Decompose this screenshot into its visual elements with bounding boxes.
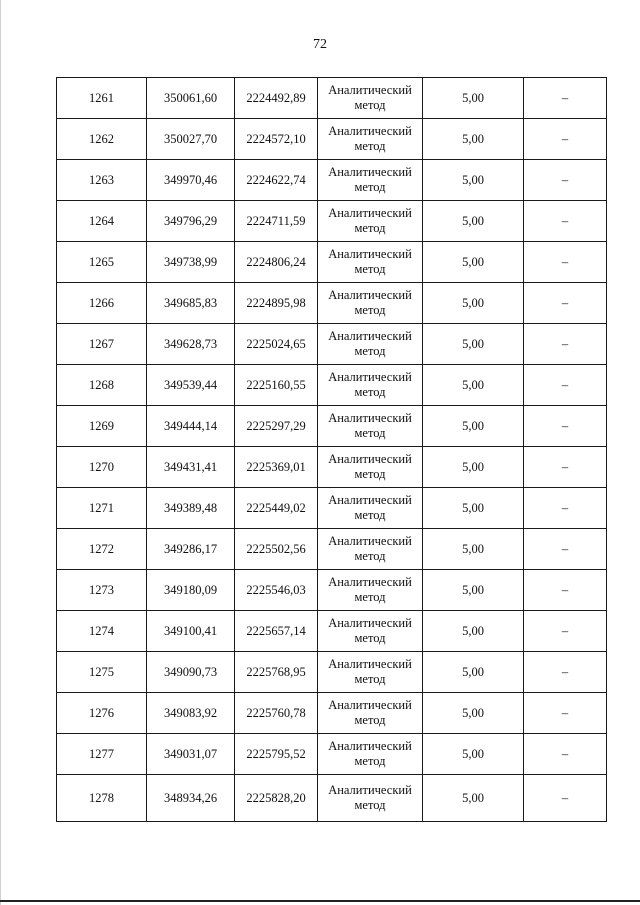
x-coordinate-cell: 349100,41 (147, 611, 235, 652)
table-row (57, 611, 607, 652)
point-number-cell: 1271 (57, 488, 147, 529)
x-coordinate-cell: 348934,26 (147, 775, 235, 822)
x-coordinate-cell: 349539,44 (147, 365, 235, 406)
x-coordinate-cell: 349389,48 (147, 488, 235, 529)
x-coordinate-cell: 350027,70 (147, 119, 235, 160)
note-cell: – (524, 488, 607, 529)
method-cell: Аналитический метод (318, 160, 423, 201)
accuracy-cell: 5,00 (423, 693, 524, 734)
point-number-cell: 1264 (57, 201, 147, 242)
accuracy-cell: 5,00 (423, 160, 524, 201)
table-row (57, 488, 607, 529)
x-coordinate-cell: 349738,99 (147, 242, 235, 283)
y-coordinate-cell: 2225160,55 (235, 365, 318, 406)
method-cell: Аналитический метод (318, 447, 423, 488)
y-coordinate-cell: 2225760,78 (235, 693, 318, 734)
y-coordinate-cell: 2224572,10 (235, 119, 318, 160)
y-coordinate-cell: 2224492,89 (235, 78, 318, 119)
accuracy-cell: 5,00 (423, 365, 524, 406)
x-coordinate-cell: 349431,41 (147, 447, 235, 488)
page-number: 72 (313, 37, 327, 52)
x-coordinate-cell: 349180,09 (147, 570, 235, 611)
table-row (57, 283, 607, 324)
method-cell: Аналитический метод (318, 324, 423, 365)
table-row (57, 119, 607, 160)
table-row (57, 775, 607, 822)
method-cell: Аналитический метод (318, 488, 423, 529)
note-cell: – (524, 324, 607, 365)
table-row (57, 365, 607, 406)
method-cell: Аналитический метод (318, 693, 423, 734)
note-cell: – (524, 242, 607, 283)
note-cell: – (524, 529, 607, 570)
point-number-cell: 1269 (57, 406, 147, 447)
x-coordinate-cell: 349685,83 (147, 283, 235, 324)
method-cell: Аналитический метод (318, 78, 423, 119)
point-number-cell: 1265 (57, 242, 147, 283)
y-coordinate-cell: 2225546,03 (235, 570, 318, 611)
point-number-cell: 1263 (57, 160, 147, 201)
note-cell: – (524, 119, 607, 160)
x-coordinate-cell: 349970,46 (147, 160, 235, 201)
accuracy-cell: 5,00 (423, 734, 524, 775)
x-coordinate-cell: 349031,07 (147, 734, 235, 775)
point-number-cell: 1278 (57, 775, 147, 822)
scan-bottom-line (0, 900, 640, 902)
y-coordinate-cell: 2225369,01 (235, 447, 318, 488)
x-coordinate-cell: 349796,29 (147, 201, 235, 242)
method-cell: Аналитический метод (318, 529, 423, 570)
y-coordinate-cell: 2225828,20 (235, 775, 318, 822)
y-coordinate-cell: 2224622,74 (235, 160, 318, 201)
table-row (57, 693, 607, 734)
table-row (57, 447, 607, 488)
accuracy-cell: 5,00 (423, 119, 524, 160)
note-cell: – (524, 447, 607, 488)
table-row (57, 160, 607, 201)
accuracy-cell: 5,00 (423, 652, 524, 693)
scan-edge-line (0, 0, 1, 905)
y-coordinate-cell: 2225795,52 (235, 734, 318, 775)
method-cell: Аналитический метод (318, 242, 423, 283)
note-cell: – (524, 652, 607, 693)
method-cell: Аналитический метод (318, 365, 423, 406)
accuracy-cell: 5,00 (423, 283, 524, 324)
accuracy-cell: 5,00 (423, 324, 524, 365)
table-row (57, 570, 607, 611)
accuracy-cell: 5,00 (423, 201, 524, 242)
coordinates-table-body (57, 78, 607, 822)
x-coordinate-cell: 349628,73 (147, 324, 235, 365)
point-number-cell: 1274 (57, 611, 147, 652)
method-cell: Аналитический метод (318, 652, 423, 693)
point-number-cell: 1277 (57, 734, 147, 775)
accuracy-cell: 5,00 (423, 242, 524, 283)
point-number-cell: 1276 (57, 693, 147, 734)
x-coordinate-cell: 349090,73 (147, 652, 235, 693)
point-number-cell: 1270 (57, 447, 147, 488)
note-cell: – (524, 611, 607, 652)
note-cell: – (524, 406, 607, 447)
accuracy-cell: 5,00 (423, 488, 524, 529)
table-row (57, 78, 607, 119)
x-coordinate-cell: 350061,60 (147, 78, 235, 119)
y-coordinate-cell: 2224711,59 (235, 201, 318, 242)
point-number-cell: 1266 (57, 283, 147, 324)
y-coordinate-cell: 2224806,24 (235, 242, 318, 283)
y-coordinate-cell: 2225449,02 (235, 488, 318, 529)
method-cell: Аналитический метод (318, 611, 423, 652)
note-cell: – (524, 570, 607, 611)
table-row (57, 652, 607, 693)
accuracy-cell: 5,00 (423, 78, 524, 119)
note-cell: – (524, 160, 607, 201)
method-cell: Аналитический метод (318, 283, 423, 324)
table-row (57, 324, 607, 365)
method-cell: Аналитический метод (318, 775, 423, 822)
point-number-cell: 1268 (57, 365, 147, 406)
accuracy-cell: 5,00 (423, 611, 524, 652)
table-row (57, 406, 607, 447)
note-cell: – (524, 78, 607, 119)
table-row (57, 734, 607, 775)
point-number-cell: 1262 (57, 119, 147, 160)
x-coordinate-cell: 349444,14 (147, 406, 235, 447)
point-number-cell: 1275 (57, 652, 147, 693)
accuracy-cell: 5,00 (423, 406, 524, 447)
point-number-cell: 1272 (57, 529, 147, 570)
note-cell: – (524, 734, 607, 775)
accuracy-cell: 5,00 (423, 775, 524, 822)
accuracy-cell: 5,00 (423, 570, 524, 611)
y-coordinate-cell: 2225657,14 (235, 611, 318, 652)
note-cell: – (524, 365, 607, 406)
accuracy-cell: 5,00 (423, 447, 524, 488)
point-number-cell: 1267 (57, 324, 147, 365)
note-cell: – (524, 693, 607, 734)
point-number-cell: 1273 (57, 570, 147, 611)
method-cell: Аналитический метод (318, 201, 423, 242)
table-row (57, 242, 607, 283)
table-row (57, 529, 607, 570)
coordinates-table (56, 77, 607, 822)
note-cell: – (524, 201, 607, 242)
x-coordinate-cell: 349083,92 (147, 693, 235, 734)
method-cell: Аналитический метод (318, 570, 423, 611)
y-coordinate-cell: 2225297,29 (235, 406, 318, 447)
y-coordinate-cell: 2225024,65 (235, 324, 318, 365)
y-coordinate-cell: 2224895,98 (235, 283, 318, 324)
note-cell: – (524, 283, 607, 324)
method-cell: Аналитический метод (318, 734, 423, 775)
y-coordinate-cell: 2225502,56 (235, 529, 318, 570)
y-coordinate-cell: 2225768,95 (235, 652, 318, 693)
method-cell: Аналитический метод (318, 406, 423, 447)
method-cell: Аналитический метод (318, 119, 423, 160)
note-cell: – (524, 775, 607, 822)
accuracy-cell: 5,00 (423, 529, 524, 570)
x-coordinate-cell: 349286,17 (147, 529, 235, 570)
point-number-cell: 1261 (57, 78, 147, 119)
table-row (57, 201, 607, 242)
